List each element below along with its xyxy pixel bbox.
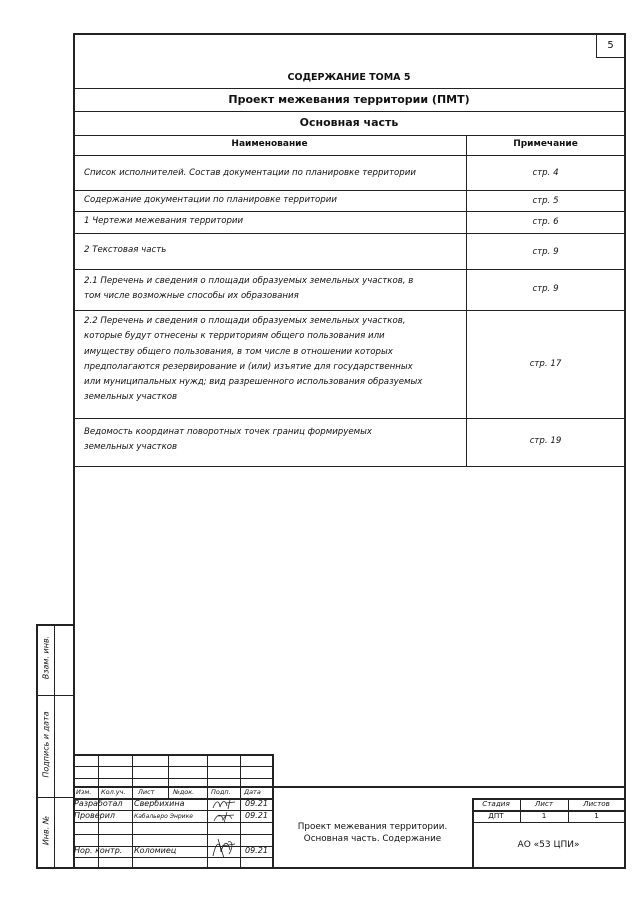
rule bbox=[73, 834, 273, 835]
stamp-header-list: Лист bbox=[138, 788, 155, 796]
row-text: 1 Чертежи межевания территории bbox=[84, 216, 244, 226]
rule bbox=[73, 754, 273, 756]
table-row bbox=[84, 193, 337, 208]
rule bbox=[73, 135, 625, 136]
stamp-header-signature: Подп. bbox=[211, 788, 231, 796]
stamp-header-kol-uch: Кол.уч. bbox=[101, 788, 126, 796]
row-text: или муниципальных нужд; вид разрешенного использования образуемых bbox=[84, 377, 423, 388]
rule bbox=[168, 754, 169, 798]
rule bbox=[73, 269, 625, 270]
rule bbox=[73, 190, 625, 191]
doc-title-line1: Проект межевания территории. bbox=[297, 822, 448, 832]
rule bbox=[73, 111, 625, 112]
stamp-name-developer: Свербихина bbox=[134, 799, 185, 808]
stamp-date-norm-control: 09.21 bbox=[245, 846, 268, 855]
frame-right-border bbox=[624, 33, 626, 867]
rule bbox=[73, 766, 273, 767]
frame-top-border bbox=[73, 33, 626, 35]
row-note: стр. 9 bbox=[532, 247, 559, 257]
frame-bottom-border bbox=[36, 867, 626, 869]
column-header-name: Наименование bbox=[231, 139, 308, 149]
stamp-header-doc-no: №док. bbox=[173, 788, 195, 796]
page-number-box-bottom bbox=[596, 57, 625, 58]
signature-norm-control bbox=[208, 836, 238, 860]
side-strip-left bbox=[36, 624, 38, 867]
row-text: земельных участков bbox=[84, 392, 178, 403]
stamp-role-checker: Проверил bbox=[74, 811, 116, 820]
rule bbox=[73, 822, 273, 823]
side-label-vzam-inv: Взам. инв. bbox=[41, 635, 51, 680]
row-note: стр. 6 bbox=[532, 217, 559, 227]
row-text: земельных участков bbox=[84, 442, 178, 453]
table-row bbox=[84, 243, 166, 258]
stamp-header-date: Дата bbox=[244, 788, 261, 796]
row-text: имуществу общего пользования, в том числе в отношении которых bbox=[84, 346, 393, 357]
rule bbox=[73, 310, 625, 311]
rule bbox=[240, 754, 241, 867]
volume-title: СОДЕРЖАНИЕ ТОМА 5 bbox=[287, 72, 411, 83]
stage-value: ДПТ bbox=[488, 811, 504, 820]
row-text: Список исполнителей. Состав документации по планировке территории bbox=[84, 168, 416, 178]
table-row bbox=[84, 214, 243, 229]
rule bbox=[472, 822, 625, 823]
stamp-date-developer: 09.21 bbox=[245, 799, 268, 808]
row-note: стр. 19 bbox=[529, 436, 562, 446]
stamp-name-checker: Кабальеро Энрике bbox=[134, 813, 193, 820]
row-text: 2 Текстовая часть bbox=[84, 245, 167, 255]
sheets-value: 1 bbox=[594, 811, 599, 820]
side-strip-divider bbox=[54, 624, 55, 867]
table-row bbox=[84, 425, 372, 456]
rule bbox=[272, 754, 274, 867]
table-row bbox=[84, 274, 413, 305]
side-label-signature-date: Подпись и дата bbox=[41, 711, 51, 778]
side-label-inv-no: Инв. № bbox=[41, 815, 51, 846]
rule bbox=[73, 466, 625, 467]
row-text: Содержание документации по планировке территории bbox=[84, 195, 337, 205]
row-text: Ведомость координат поворотных точек границ формируемых bbox=[84, 427, 372, 437]
row-text: 2.2 Перечень и сведения о площади образуемых земельных участков, bbox=[84, 316, 406, 326]
stamp-name-norm-control: Коломиец bbox=[134, 846, 177, 855]
rule bbox=[73, 88, 625, 89]
signature-checker bbox=[210, 810, 238, 824]
doc-title-line2: Основная часть. Содержание bbox=[303, 834, 442, 844]
stamp-role-developer: Разработал bbox=[74, 799, 123, 808]
stamp-role-norm-control: Нор. контр. bbox=[74, 846, 123, 855]
row-note: стр. 17 bbox=[529, 359, 562, 369]
table-row bbox=[84, 314, 422, 406]
signature-developer bbox=[210, 798, 238, 810]
column-header-note: Примечание bbox=[513, 139, 578, 149]
rule bbox=[73, 418, 625, 419]
row-text: 2.1 Перечень и сведения о площади образуемых земельных участков, в bbox=[84, 276, 414, 286]
row-note: стр. 4 bbox=[532, 168, 559, 178]
table-column-divider bbox=[466, 135, 467, 466]
organization-name: АО «53 ЦПИ» bbox=[517, 840, 580, 850]
rule bbox=[73, 857, 273, 858]
rule bbox=[73, 211, 625, 212]
sheet-value: 1 bbox=[541, 811, 547, 820]
sheets-label: Листов bbox=[583, 799, 610, 808]
row-note: стр. 9 bbox=[532, 284, 559, 294]
row-text: предполагаются резервирование и (или) изъятие для государственных bbox=[84, 361, 413, 372]
rule bbox=[73, 786, 625, 788]
row-text: том числе возможные способы их образования bbox=[84, 291, 299, 302]
page-number: 5 bbox=[607, 40, 614, 51]
rule bbox=[132, 754, 133, 867]
table-row bbox=[84, 166, 416, 181]
sheet-label: Лист bbox=[534, 799, 554, 808]
stamp-date-checker: 09.21 bbox=[245, 811, 268, 820]
stamp-header-izm: Изм. bbox=[76, 788, 92, 796]
frame-left-border bbox=[73, 33, 75, 867]
rule bbox=[73, 233, 625, 234]
row-text: которые будут отнесены к территориям общего пользования или bbox=[84, 331, 385, 342]
rule bbox=[73, 155, 625, 156]
stage-label: Стадия bbox=[482, 799, 510, 808]
rule bbox=[73, 778, 273, 779]
section-title: Основная часть bbox=[299, 116, 399, 129]
project-title: Проект межевания территории (ПМТ) bbox=[228, 93, 470, 106]
row-note: стр. 5 bbox=[532, 196, 559, 206]
